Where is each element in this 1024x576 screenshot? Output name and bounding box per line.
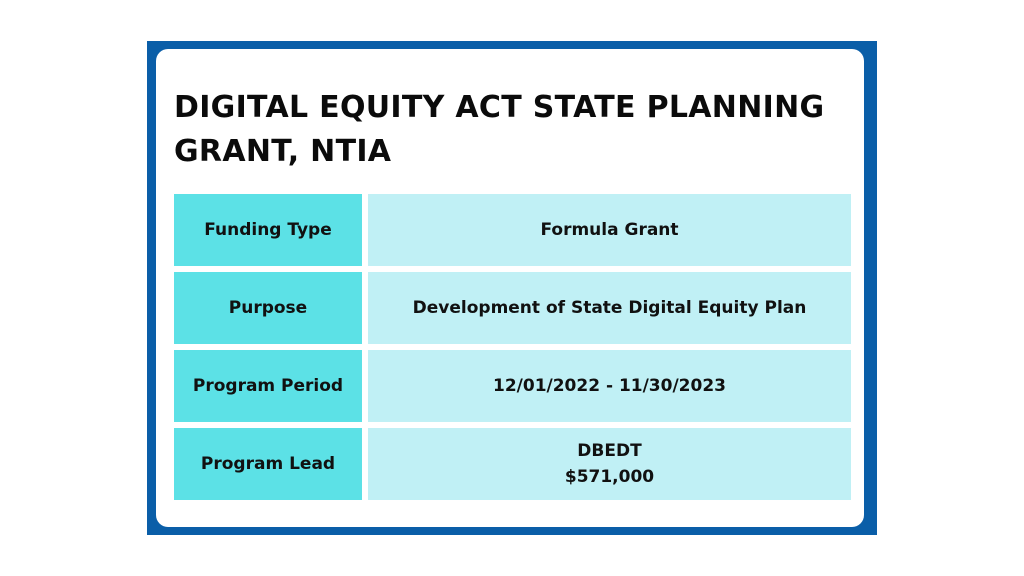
table-row-program-period: [174, 350, 851, 422]
page-title: DIGITAL EQUITY ACT STATE PLANNING GRANT, NTIA: [174, 90, 825, 169]
table-row-program-lead: [174, 428, 851, 500]
row-label: Program Period: [174, 350, 362, 422]
table-row-purpose: [174, 272, 851, 344]
row-label: Program Lead: [174, 428, 362, 500]
value-stack: [565, 438, 654, 490]
program-lead-amount: $571,000: [564, 467, 655, 487]
row-label: Funding Type: [174, 194, 362, 266]
row-value: Formula Grant: [368, 194, 851, 266]
row-value: Development of State Digital Equity Plan: [368, 272, 851, 344]
row-value: 12/01/2022 - 11/30/2023: [368, 350, 851, 422]
table-row-funding-type: [174, 194, 851, 266]
program-lead-name: DBEDT: [577, 441, 642, 461]
row-value: [368, 428, 851, 500]
info-table: [174, 194, 851, 506]
row-label: Purpose: [174, 272, 362, 344]
